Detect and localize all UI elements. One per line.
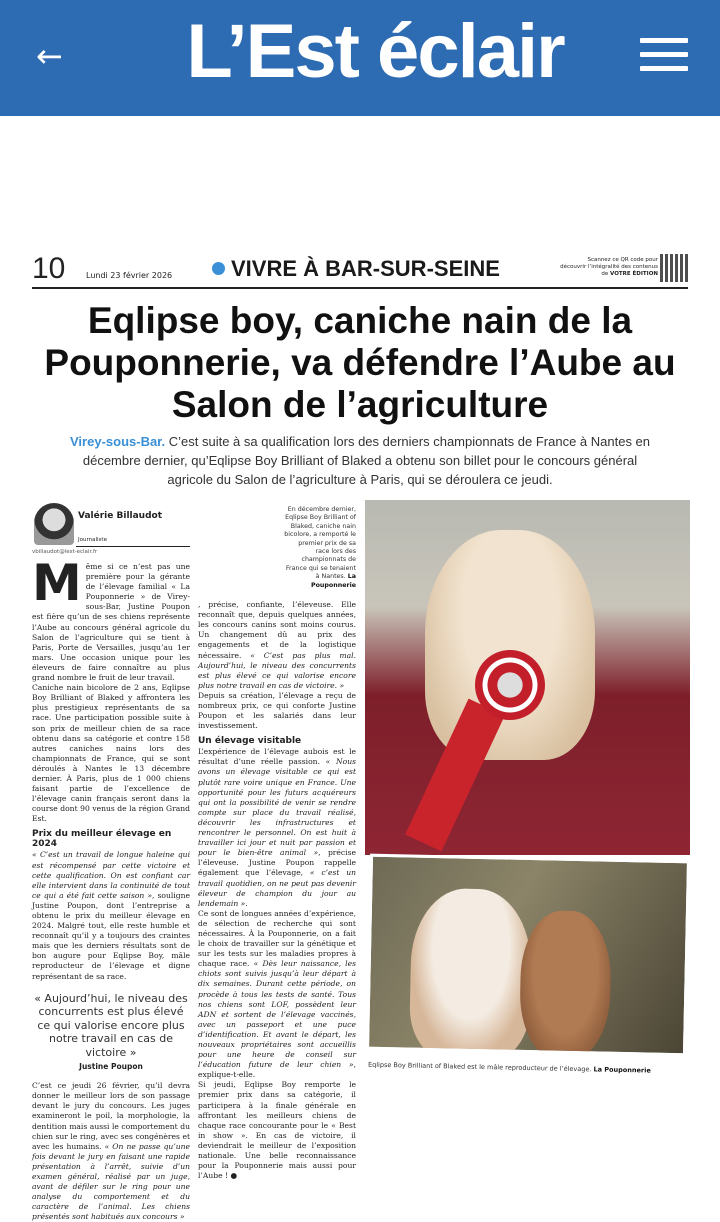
article-headline: Eqlipse boy, caniche nain de la Pouponnerie, va défendre l’Aube au Salon de l’agriculture [44, 300, 676, 425]
author-email: vbillaudot@lest-eclair.fr [32, 549, 98, 555]
section-title [212, 256, 500, 282]
section-divider [32, 287, 688, 289]
author-role: Journaliste [78, 537, 107, 543]
paragraph [198, 909, 356, 1081]
poodle-photo-main [365, 500, 690, 855]
article-column-1 [32, 554, 191, 1222]
caption-text: Eqlipse Boy Brilliant of Blaked est le mâle reproducteur de l’élevage. [367, 1060, 594, 1074]
page-number: 10 [32, 252, 66, 285]
article-intro [70, 432, 650, 489]
quote: « Nous avons un élevage visitable ce qui est plutôt rare voire unique en France. Une opportunité pour les futurs acquéreurs qui ont la possibilité de venir se rendre compte sur place du travail réalisé, découvrir les infrastructures et rencontrer le personnel. On est huit à travailler ici jour et nuit par passion et pour le bien-être animal » [198, 757, 356, 858]
paragraph [198, 747, 356, 909]
page-date: Lundi 23 février 2026 [86, 271, 173, 280]
intro-text: C’est suite à sa qualification lors des derniers championnats de France à Nantes en décembre dernier, qu’Eqlipse Boy Brilliant of Blaked a obtenu son billet pour le concours général agricole du Salon de l’agriculture à Paris, qui se déroulera ce jeudi. [82, 434, 651, 487]
qr-code-icon[interactable] [660, 254, 688, 282]
paragraph [198, 600, 356, 691]
poodle-figure [519, 910, 612, 1056]
paragraph: ême si ce n’est pas une première pour la gérante de l’élevage familial « La Pouponnerie » de Virey-sous-Bar, Justine Poupon est fière qu’un de ses chiens représente l’Aube au concours général agricole du Salon de l’agriculture qui se tient à Paris, Porte de Versailles, jusqu’au 1er mars. Une occasion unique pour les éleveurs de faire connaître au plus grand nombre le fruit de leur travail. [32, 562, 190, 683]
poodle-figure [425, 530, 595, 760]
subheading: Un élevage visitable [198, 736, 302, 747]
hamburger-menu-icon[interactable] [640, 38, 688, 72]
paragraph: Caniche nain bicolore de 2 ans, Eqlipse Boy Brilliant of Blaked y affrontera les plus prestigieux représentants de sa race. Une participation possible suite à son prix de meilleur chien de sa race obtenu dans sa catégorie et contre 158 autres caniches nains lors des championnats de France, qui se sont déroulés à Nantes le 13 décembre dernier. À Paris, plus de 1 000 chiens faisant partie de l’excellence de l’élevage canin français seront dans la course dont 90 venus de la région Grand Est. [32, 683, 190, 824]
poodle-figure [409, 888, 533, 1057]
paragraph-text: , précise, confiante, l’éleveuse. Elle reconnaît que, depuis quelques années, les concours canins sont moins courus. Un changement dû au prix des engagements et de la logistique nécessaire. [198, 600, 356, 660]
intro-place: Virey-sous-Bar. [70, 434, 166, 449]
quote: « C’est un travail de longue haleine qui est récompensé par cette victoire et cette qualification. On est confiant car elle intervient dans la continuité de tout ce qui a été fait cette saison » [32, 850, 190, 900]
article-column-2 [198, 506, 356, 1181]
pull-quote: « Aujourd’hui, le niveau des concurrents est plus élevé ce qui valorise encore plus notre travail en cas de victoire » [34, 991, 188, 1059]
poodle-photo-secondary [366, 854, 690, 1057]
section-label: VIVRE À BAR-SUR-SEINE [231, 256, 500, 281]
app-logo: L’Est éclair [186, 9, 564, 94]
drop-cap: M [32, 554, 82, 612]
quote: « Dès leur naissance, les chiots sont suivis jusqu’à leur départ à dix semaines. Durant cette période, on procède à tous les tests de santé. Tous nos chiens sont LOF, possèdent leur ADN et sortent de l’élevage vaccinés, avec un passeport et une puce d’identification. Et avant le départ, les nouveaux propriétaires sont accueillis pour une heure de conseil sur l’éducation future de leur chien » [198, 959, 357, 1070]
pull-quote-source: Justine Poupon [79, 1062, 143, 1072]
quote: « C’est pas plus mal. Aujourd’hui, le niveau des concurrents est plus élevé ce qui valorise encore plus notre travail en cas de victoire. » [198, 650, 356, 690]
paragraph: Si jeudi, Eqlipse Boy remporte le premier prix dans sa catégorie, il participera à la finale générale en affrontant les meilleurs chiens de chaque race concourante pour le « Best in show ». En cas de victoire, il deviendrait le meilleur de l’exposition nationale. Une belle reconnaissance pour la Pouponnerie mais aussi pour l’Aube ! ● [198, 1080, 356, 1181]
bullet-dot-icon [212, 262, 225, 275]
qr-text: Scannez ce QR code pour découvrir l’intégralité des contenus de [560, 257, 658, 277]
author-avatar [34, 503, 74, 545]
paragraph [32, 1081, 190, 1222]
paragraph-text: C’est ce jeudi 26 février, qu’il devra donner le meilleur lors de son passage devant le jury du concours. Les juges examineront le poil, la morphologie, la dentition mais aussi le comportement du chien sur le ring, avec ses congénères et avec les humains. [32, 1081, 190, 1151]
caption-text: En décembre dernier, Eqlipse Boy Brilliant of Blaked, caniche nain bicolore, a remporté le premier prix de sa race lors des championnats de France qui se tenaient à Nantes. [284, 506, 356, 581]
author-name: Valérie Billaudot [78, 511, 163, 521]
photo-credit: La Pouponnerie [593, 1065, 651, 1075]
paragraph: Depuis sa création, l’élevage a reçu de nombreux prix, ce qui conforte Justine Poupon et les salariés dans leur investissement. [198, 690, 356, 731]
qr-caption [560, 257, 658, 278]
quote: « On ne passe qu’une fois devant le jury en faisant une rapide présentation à l’arrêt, suivie d’un examen général, réalisé par un juge, avant de défiler sur le ring pour une analyse du comportement et du caractère de l’animal. Les chiens présentés sont habitués aux concours » [32, 1141, 191, 1222]
back-arrow-icon[interactable]: ← [36, 37, 63, 75]
subheading: Prix du meilleur élevage en 2024 [32, 829, 172, 850]
paragraph-text: , souligne Justine Poupon, dont l’entreprise a obtenu le prix du meilleur élevage en 2024. Malgré tout, elle reste humble et reconnaît qu’il y a toujours des craintes mais que les derniers résultats sont de bon augure pour Eqlipse Boy, mâle reproducteur de l’élevage et digne représentant de sa race. [32, 890, 190, 981]
quote: « c’est un travail quotidien, on ne peut pas devenir éleveur de champion du jour au lendemain ». [198, 868, 356, 908]
paragraph-text: L’expérience de l’élevage aubois est le résultat d’une réelle passion. [198, 747, 356, 767]
app-header [0, 0, 720, 116]
photo-credit: La Pouponnerie [310, 573, 356, 589]
paragraph-text: Ce sont de longues années d’expérience, de sélection de recherche qui sont nécessaires. À la Pouponnerie, on a fait le choix de travailler sur la génétique et sur les tests sur les maladies propres à chaque race. [198, 908, 356, 969]
article-title-block [30, 300, 690, 489]
rosette-figure [475, 650, 545, 720]
qr-text-bold: VOTRE ÉDITION [610, 271, 658, 277]
photo-caption [284, 506, 356, 590]
author-divider [76, 546, 190, 547]
paragraph-text: , explique-t-elle. [198, 1060, 356, 1080]
paragraph-text: , précise l’éleveuse. Justine Poupon rappelle également que l’élevage, [198, 848, 356, 878]
paragraph [32, 850, 190, 981]
photo-caption [368, 1061, 688, 1077]
